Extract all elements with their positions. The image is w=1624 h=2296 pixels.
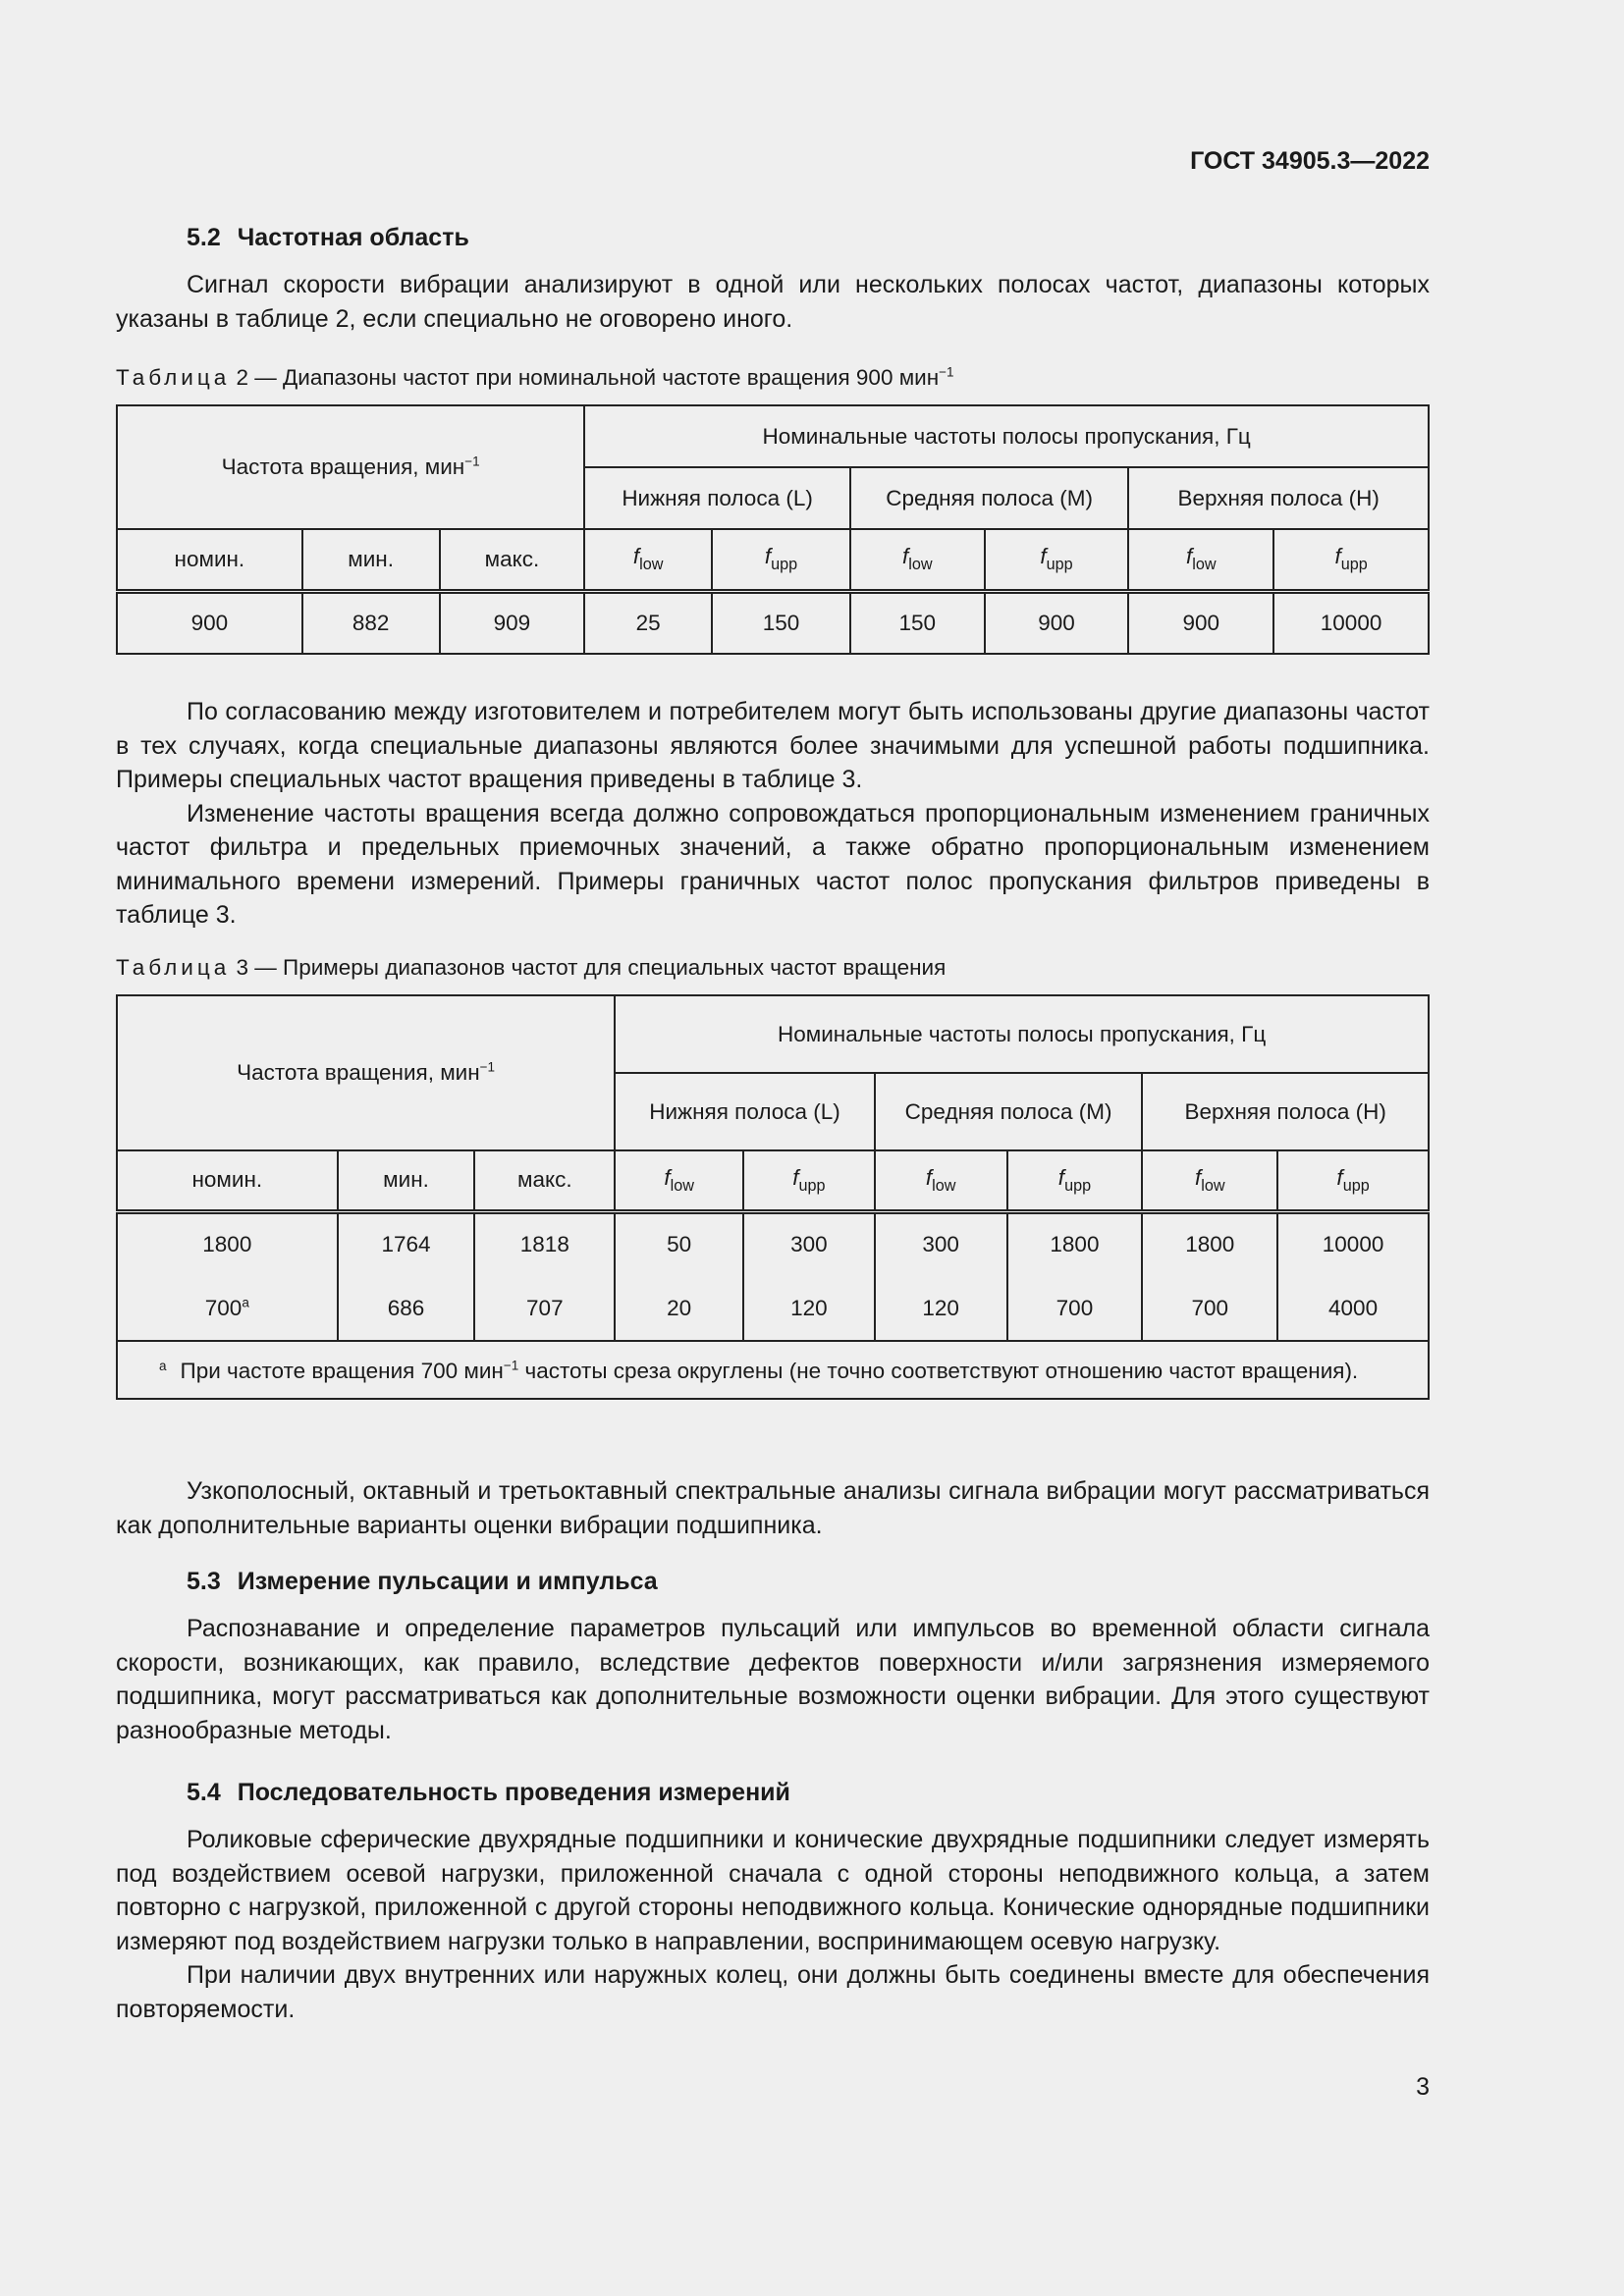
table-cell: 300: [743, 1211, 875, 1276]
col-min: мин.: [338, 1150, 475, 1211]
table-caption: [116, 365, 1430, 391]
table-caption: [116, 955, 1430, 981]
col-f-low: $f_{low}$: [1128, 529, 1273, 591]
table-cell: 700: [1007, 1276, 1143, 1341]
nominal-header: Номинальные частоты полосы пропускания, Гц: [584, 405, 1429, 467]
col-f-upp: $f_{upp}$: [712, 529, 850, 591]
col-nominal: номин.: [117, 1150, 338, 1211]
table-cell: 700$^a$: [117, 1276, 338, 1341]
table-cell: 900: [1128, 591, 1273, 654]
band-high-header: Верхняя полоса (Н): [1128, 467, 1429, 529]
table-cell: 686: [338, 1276, 475, 1341]
table-cell: 120: [875, 1276, 1007, 1341]
band-low-header: Нижняя полоса (L): [584, 467, 850, 529]
table-row: [117, 1276, 1429, 1341]
table-cell: 300: [875, 1211, 1007, 1276]
standard-code: ГОСТ 34905.3—2022: [1190, 147, 1430, 175]
paragraph: Распознавание и определение параметров пульсаций или импульсов во временной области сигнала скорости, возникающих, как правило, вследствие дефектов поверхности и/или загрязнения измеряемого подшипника, могут рассматриваться как дополнительные возможности оценки вибрации. Для этого существуют разнообразные методы.: [116, 1615, 1430, 1744]
col-f-upp: $f_{upp}$: [1273, 529, 1429, 591]
table-cell: 1800: [1007, 1211, 1143, 1276]
table-row: [117, 591, 1429, 654]
section-5-4: [116, 1779, 1430, 2026]
page-number: 3: [1416, 2073, 1430, 2101]
section-number: 5.4: [187, 1779, 221, 1806]
table-cell: 707: [474, 1276, 615, 1341]
col-f-low: $f_{low}$: [1142, 1150, 1277, 1211]
rotation-header: Частота вращения, мин$^{-1}$: [117, 405, 584, 529]
table-caption-text: 2 — Диапазоны частот при номинальной частоте вращения 900 мин: [236, 365, 940, 390]
table-cell: 700: [1142, 1276, 1277, 1341]
band-low-header: Нижняя полоса (L): [615, 1073, 875, 1150]
table-cell: 1764: [338, 1211, 475, 1276]
col-f-low: $f_{low}$: [615, 1150, 743, 1211]
paragraph: По согласованию между изготовителем и потребителем могут быть использованы другие диапазоны частот в тех случаях, когда специальные диапазоны являются более значимыми для успешной работы подшипника. Примеры специальных частот вращения приведены в таблице 3.: [116, 698, 1430, 793]
paragraph: Узкополосный, октавный и третьоктавный спектральные анализы сигнала вибрации могут рассматриваться как дополнительные варианты оценки вибрации подшипника.: [116, 1477, 1430, 1539]
nominal-header: Номинальные частоты полосы пропускания, Гц: [615, 995, 1429, 1073]
section-title: [116, 1779, 1430, 1807]
paragraph: Изменение частоты вращения всегда должно сопровождаться пропорциональным изменением граничных частот фильтра и предельных приемочных значений, а также обратно пропорциональным изменением минимального времени измерений. Примеры граничных частот полос пропускания фильтров приведены в таблице 3.: [116, 799, 1430, 929]
rotation-header: Частота вращения, мин$^{-1}$: [117, 995, 615, 1150]
band-mid-header: Средняя полоса (М): [850, 467, 1129, 529]
table-cell: 900: [117, 591, 302, 654]
table-caption-word: Таблица: [116, 365, 231, 390]
section-title: [116, 1568, 1430, 1596]
table-cell: 120: [743, 1276, 875, 1341]
table-cell: 900: [985, 591, 1129, 654]
table-cell: 50: [615, 1211, 743, 1276]
section-title-text: Частотная область: [237, 224, 469, 251]
col-nominal: номин.: [117, 529, 302, 591]
section-title: [116, 224, 1430, 252]
section-5-2: [116, 224, 1430, 336]
col-f-upp: $f_{upp}$: [1007, 1150, 1143, 1211]
paragraph: Роликовые сферические двухрядные подшипники и конические двухрядные подшипники следует измерять под воздействием осевой нагрузки, приложенной сначала с одной стороны неподвижного кольца, а затем повторно с нагрузкой, приложенной с другой стороны неподвижного кольца. Конические однорядные подшипники измеряют под воздействием нагрузки только в направлении, воспринимающем осевую нагрузку.: [116, 1826, 1430, 1955]
middle-text: [116, 695, 1430, 933]
col-f-upp: $f_{upp}$: [743, 1150, 875, 1211]
caption-superscript: −1: [939, 364, 954, 380]
col-max: макс.: [440, 529, 585, 591]
table-3-block: [116, 955, 1430, 1400]
table-cell: 20: [615, 1276, 743, 1341]
table-caption-word: Таблица: [116, 955, 231, 980]
table-caption-text: 3 — Примеры диапазонов частот для специальных частот вращения: [236, 955, 947, 980]
frequency-table-2: [116, 404, 1430, 655]
col-f-upp: $f_{upp}$: [985, 529, 1129, 591]
table-cell: 150: [850, 591, 985, 654]
table-cell: 1800: [117, 1211, 338, 1276]
section-5-3: [116, 1568, 1430, 1747]
section-title-text: Последовательность проведения измерений: [237, 1779, 790, 1806]
band-mid-header: Средняя полоса (М): [875, 1073, 1143, 1150]
table-cell: 882: [302, 591, 440, 654]
band-high-header: Верхняя полоса (Н): [1142, 1073, 1429, 1150]
paragraph: Сигнал скорости вибрации анализируют в одной или нескольких полосах частот, диапазоны которых указаны в таблице 2, если специально не оговорено иного.: [116, 271, 1430, 333]
paragraph: При наличии двух внутренних или наружных колец, они должны быть соединены вместе для обеспечения повторяемости.: [116, 1961, 1430, 2023]
table-cell: 10000: [1277, 1211, 1429, 1276]
table-cell: 4000: [1277, 1276, 1429, 1341]
section-number: 5.3: [187, 1568, 221, 1595]
section-title-text: Измерение пульсации и импульса: [237, 1568, 658, 1595]
col-max: макс.: [474, 1150, 615, 1211]
table-cell: 1800: [1142, 1211, 1277, 1276]
table-2-block: [116, 365, 1430, 655]
table-cell: 10000: [1273, 591, 1429, 654]
col-f-low: $f_{low}$: [850, 529, 985, 591]
table-cell: 25: [584, 591, 712, 654]
table-cell: 1818: [474, 1211, 615, 1276]
table-row: [117, 1211, 1429, 1276]
col-min: мин.: [302, 529, 440, 591]
section-number: 5.2: [187, 224, 221, 251]
table-footnote: $^a$ При частоте вращения 700 мин$^{-1}$ частоты среза округлены (не точно соответствуют отношению частот вращения).: [117, 1341, 1429, 1399]
col-f-low: $f_{low}$: [584, 529, 712, 591]
col-f-upp: $f_{upp}$: [1277, 1150, 1429, 1211]
table-footnote-row: [117, 1341, 1429, 1399]
frequency-table-3: [116, 994, 1430, 1400]
table-cell: 150: [712, 591, 850, 654]
col-f-low: $f_{low}$: [875, 1150, 1007, 1211]
after-table-text: [116, 1474, 1430, 1542]
table-cell: 909: [440, 591, 585, 654]
